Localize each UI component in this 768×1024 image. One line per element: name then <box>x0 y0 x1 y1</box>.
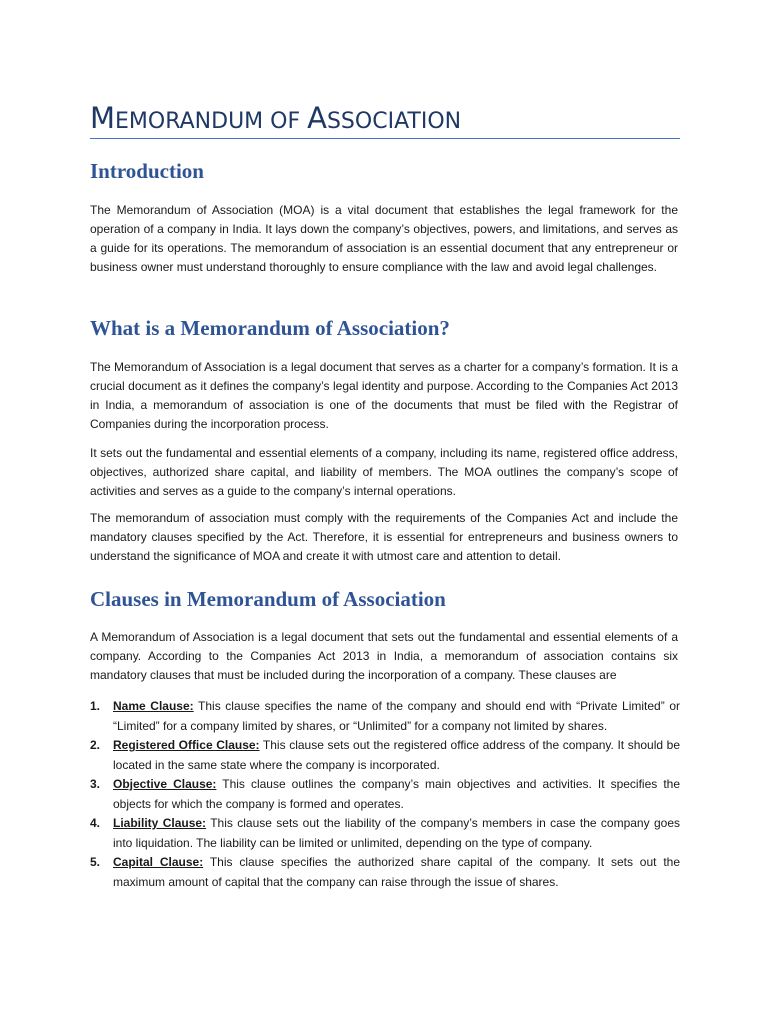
clauses-heading: Clauses in Memorandum of Association <box>90 587 446 611</box>
introduction-paragraph: The Memorandum of Association (MOA) is a vital document that establishes the legal framework for the operation of a company in India. It lays down the company’s objectives, powers, and limitations, and serves as a guide for its operations. The memorandum of association is an essential document that any entrepreneur or business owner must understand thoroughly to ensure compliance with the law and avoid legal challenges. <box>90 203 678 274</box>
clause-description: This clause sets out the liability of the company’s members in case the company goes into liquidation. The liability can be limited or unlimited, depending on the type of company. <box>113 816 680 850</box>
list-item-name-clause <box>90 697 680 736</box>
clause-description: This clause specifies the authorized share capital of the company. It sets out the maximum amount of capital that the company can raise through the issue of shares. <box>113 855 680 889</box>
list-item-registered-office-clause <box>90 736 680 775</box>
clause-description: This clause specifies the name of the company and should end with “Private Limited” or “Limited” for a company limited by shares, or “Unlimited” for a company not limited by shares. <box>113 699 680 733</box>
title-underline-rule <box>90 138 680 139</box>
clause-name: Name Clause: <box>113 699 194 713</box>
clauses-intro-paragraph: A Memorandum of Association is a legal document that sets out the fundamental and essential elements of a company. According to the Companies Act 2013 in India, a memorandum of association contains six mandatory clauses that must be included during the incorporation of a company. These clauses are <box>90 630 678 682</box>
clause-description: This clause outlines the company’s main objectives and activities. It specifies the objects for which the company is formed and operates. <box>113 777 680 811</box>
list-item-number: 4. <box>90 816 101 830</box>
list-item-liability-clause <box>90 814 680 853</box>
title-initial-a: A <box>307 101 327 135</box>
what-is-heading: What is a Memorandum of Association? <box>90 316 450 340</box>
what-is-paragraph-3: The memorandum of association must comply with the requirements of the Companies Act and include the mandatory clauses specified by the Act. Therefore, it is essential for entrepreneurs and business owners to understand the significance of MOA and create it with utmost care and attention to detail. <box>90 511 678 563</box>
what-is-paragraph-2: It sets out the fundamental and essential elements of a company, including its name, registered office address, objectives, authorized share capital, and liability of members. The MOA outlines the company’s scope of activities and serves as a guide to the company’s internal operations. <box>90 446 678 498</box>
title-small-caps-2: SSOCIATION <box>326 109 462 134</box>
clause-description: This clause sets out the registered office address of the company. It should be located in the same state where the company is incorporated. <box>113 738 681 772</box>
clause-name: Capital Clause: <box>113 855 204 869</box>
title-initial-m: M <box>90 101 116 135</box>
list-item-number: 2. <box>90 738 101 752</box>
what-is-paragraph-1: The Memorandum of Association is a legal document that serves as a charter for a company’s formation. It is a crucial document as it defines the company’s legal identity and purpose. According to the Companies Act 2013 in India, a memorandum of association is one of the documents that must be filed with the Registrar of Companies during the incorporation process. <box>90 360 678 431</box>
list-item-objective-clause <box>90 775 680 814</box>
clause-list <box>90 697 680 892</box>
clause-name: Registered Office Clause: <box>113 738 260 752</box>
list-item-number: 5. <box>90 855 101 869</box>
clause-name: Objective Clause: <box>113 777 217 791</box>
document-title <box>90 99 680 140</box>
list-item-number: 3. <box>90 777 101 791</box>
list-item-capital-clause <box>90 853 680 892</box>
list-item-number: 1. <box>90 699 101 713</box>
title-small-caps-1: EMORANDUM OF <box>115 109 308 134</box>
introduction-heading: Introduction <box>90 159 204 183</box>
clause-name: Liability Clause: <box>113 816 207 830</box>
